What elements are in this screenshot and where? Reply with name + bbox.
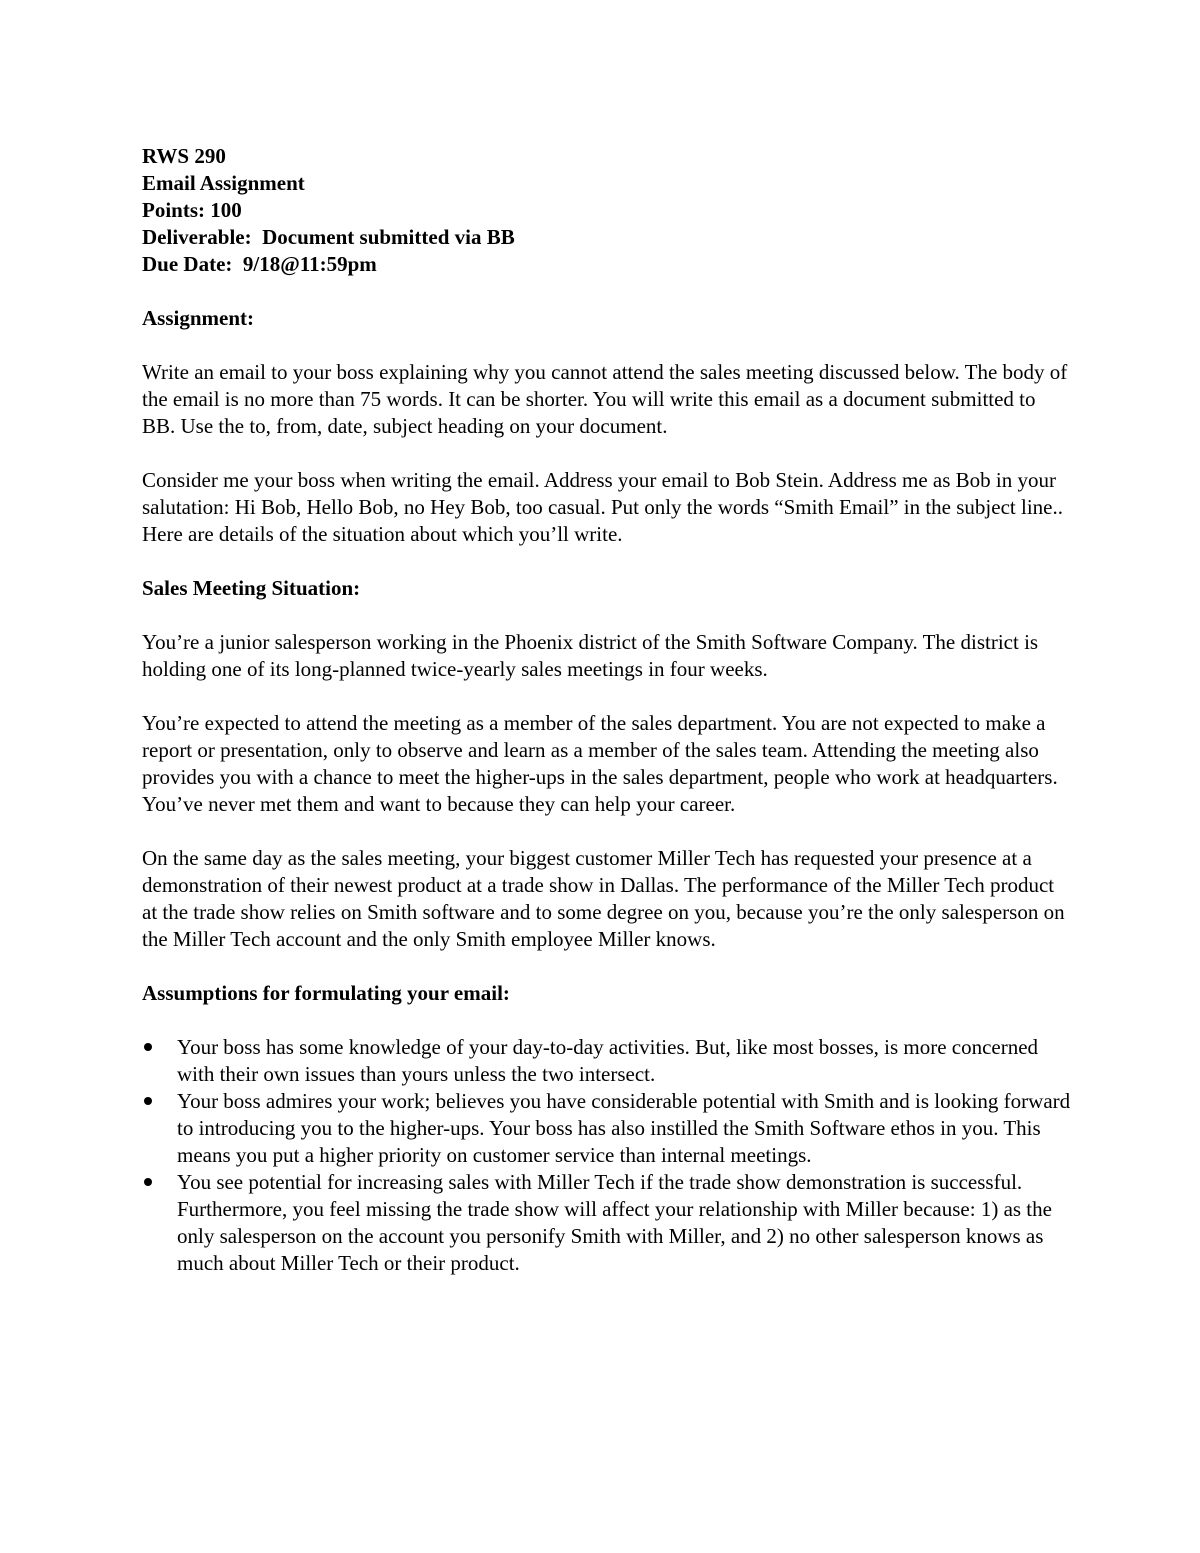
- course-code: RWS 290: [142, 144, 226, 168]
- document-header: [142, 143, 1072, 278]
- assumptions-list: [142, 1034, 1072, 1277]
- assumptions-heading: Assumptions for formulating your email:: [142, 981, 510, 1005]
- list-item-text: Your boss has some knowledge of your day-to-day activities. But, like most bosses, is more concerned with their own issues than yours unless the two intersect.: [177, 1035, 1039, 1086]
- spacer: [142, 683, 1072, 710]
- assignment-paragraph: Write an email to your boss explaining why you cannot attend the sales meeting discussed below. The body of the email is no more than 75 words. It can be shorter. You will write this email as a document submitted to BB. Use the to, from, date, subject heading on your document.: [142, 360, 1068, 438]
- spacer: [142, 818, 1072, 845]
- list-item: [142, 1088, 1072, 1169]
- spacer: [142, 332, 1072, 359]
- spacer: [142, 1007, 1072, 1034]
- bullet-icon: [144, 1043, 152, 1051]
- spacer: [142, 278, 1072, 305]
- situation-heading: Sales Meeting Situation:: [142, 576, 361, 600]
- assignment-heading: Assignment:: [142, 306, 255, 330]
- spacer: [142, 602, 1072, 629]
- bullet-icon: [144, 1097, 152, 1105]
- spacer: [142, 548, 1072, 575]
- list-item-text: Your boss admires your work; believes you have considerable potential with Smith and is looking forward to introducing you to the higher-ups. Your boss has also instilled the Smith Software ethos in you. This means you put a higher priority on customer service than internal meetings.: [177, 1089, 1071, 1167]
- situation-paragraph: You’re a junior salesperson working in the Phoenix district of the Smith Software Company. The district is holding one of its long-planned twice-yearly sales meetings in four weeks.: [142, 630, 1039, 681]
- list-item-text: You see potential for increasing sales with Miller Tech if the trade show demonstration is successful. Furthermore, you feel missing the trade show will affect your relationship with Miller because: 1) as the only salesperson on the account you personify Smith with Miller, and 2) no other salesperson knows as much about Miller Tech or their product.: [177, 1170, 1052, 1275]
- situation-paragraph: You’re expected to attend the meeting as a member of the sales department. You are not expected to make a report or presentation, only to observe and learn as a member of the sales team. Attending the meeting also provides you with a chance to meet the higher-ups in the sales department, people who work at headquarters. You’ve never met them and want to because they can help your career.: [142, 711, 1058, 816]
- bullet-icon: [144, 1178, 152, 1186]
- points-line: Points: 100: [142, 198, 242, 222]
- spacer: [142, 440, 1072, 467]
- spacer: [142, 953, 1072, 980]
- situation-paragraph: On the same day as the sales meeting, your biggest customer Miller Tech has requested your presence at a demonstration of their newest product at a trade show in Dallas. The performance of the Miller Tech product at the trade show relies on Smith software and to some degree on you, because you’re the only salesperson on the Miller Tech account and the only Smith employee Miller knows.: [142, 846, 1065, 951]
- assignment-paragraph: Consider me your boss when writing the email. Address your email to Bob Stein. Address me as Bob in your salutation: Hi Bob, Hello Bob, no Hey Bob, too casual. Put only the words “Smith Email” in the subject line.. Here are details of the situation about which you’ll write.: [142, 468, 1063, 546]
- due-date-line: Due Date: 9/18@11:59pm: [142, 252, 377, 276]
- list-item: [142, 1169, 1072, 1277]
- list-item: [142, 1034, 1072, 1088]
- assignment-title: Email Assignment: [142, 171, 305, 195]
- document-page: [142, 143, 1072, 1277]
- deliverable-line: Deliverable: Document submitted via BB: [142, 225, 515, 249]
